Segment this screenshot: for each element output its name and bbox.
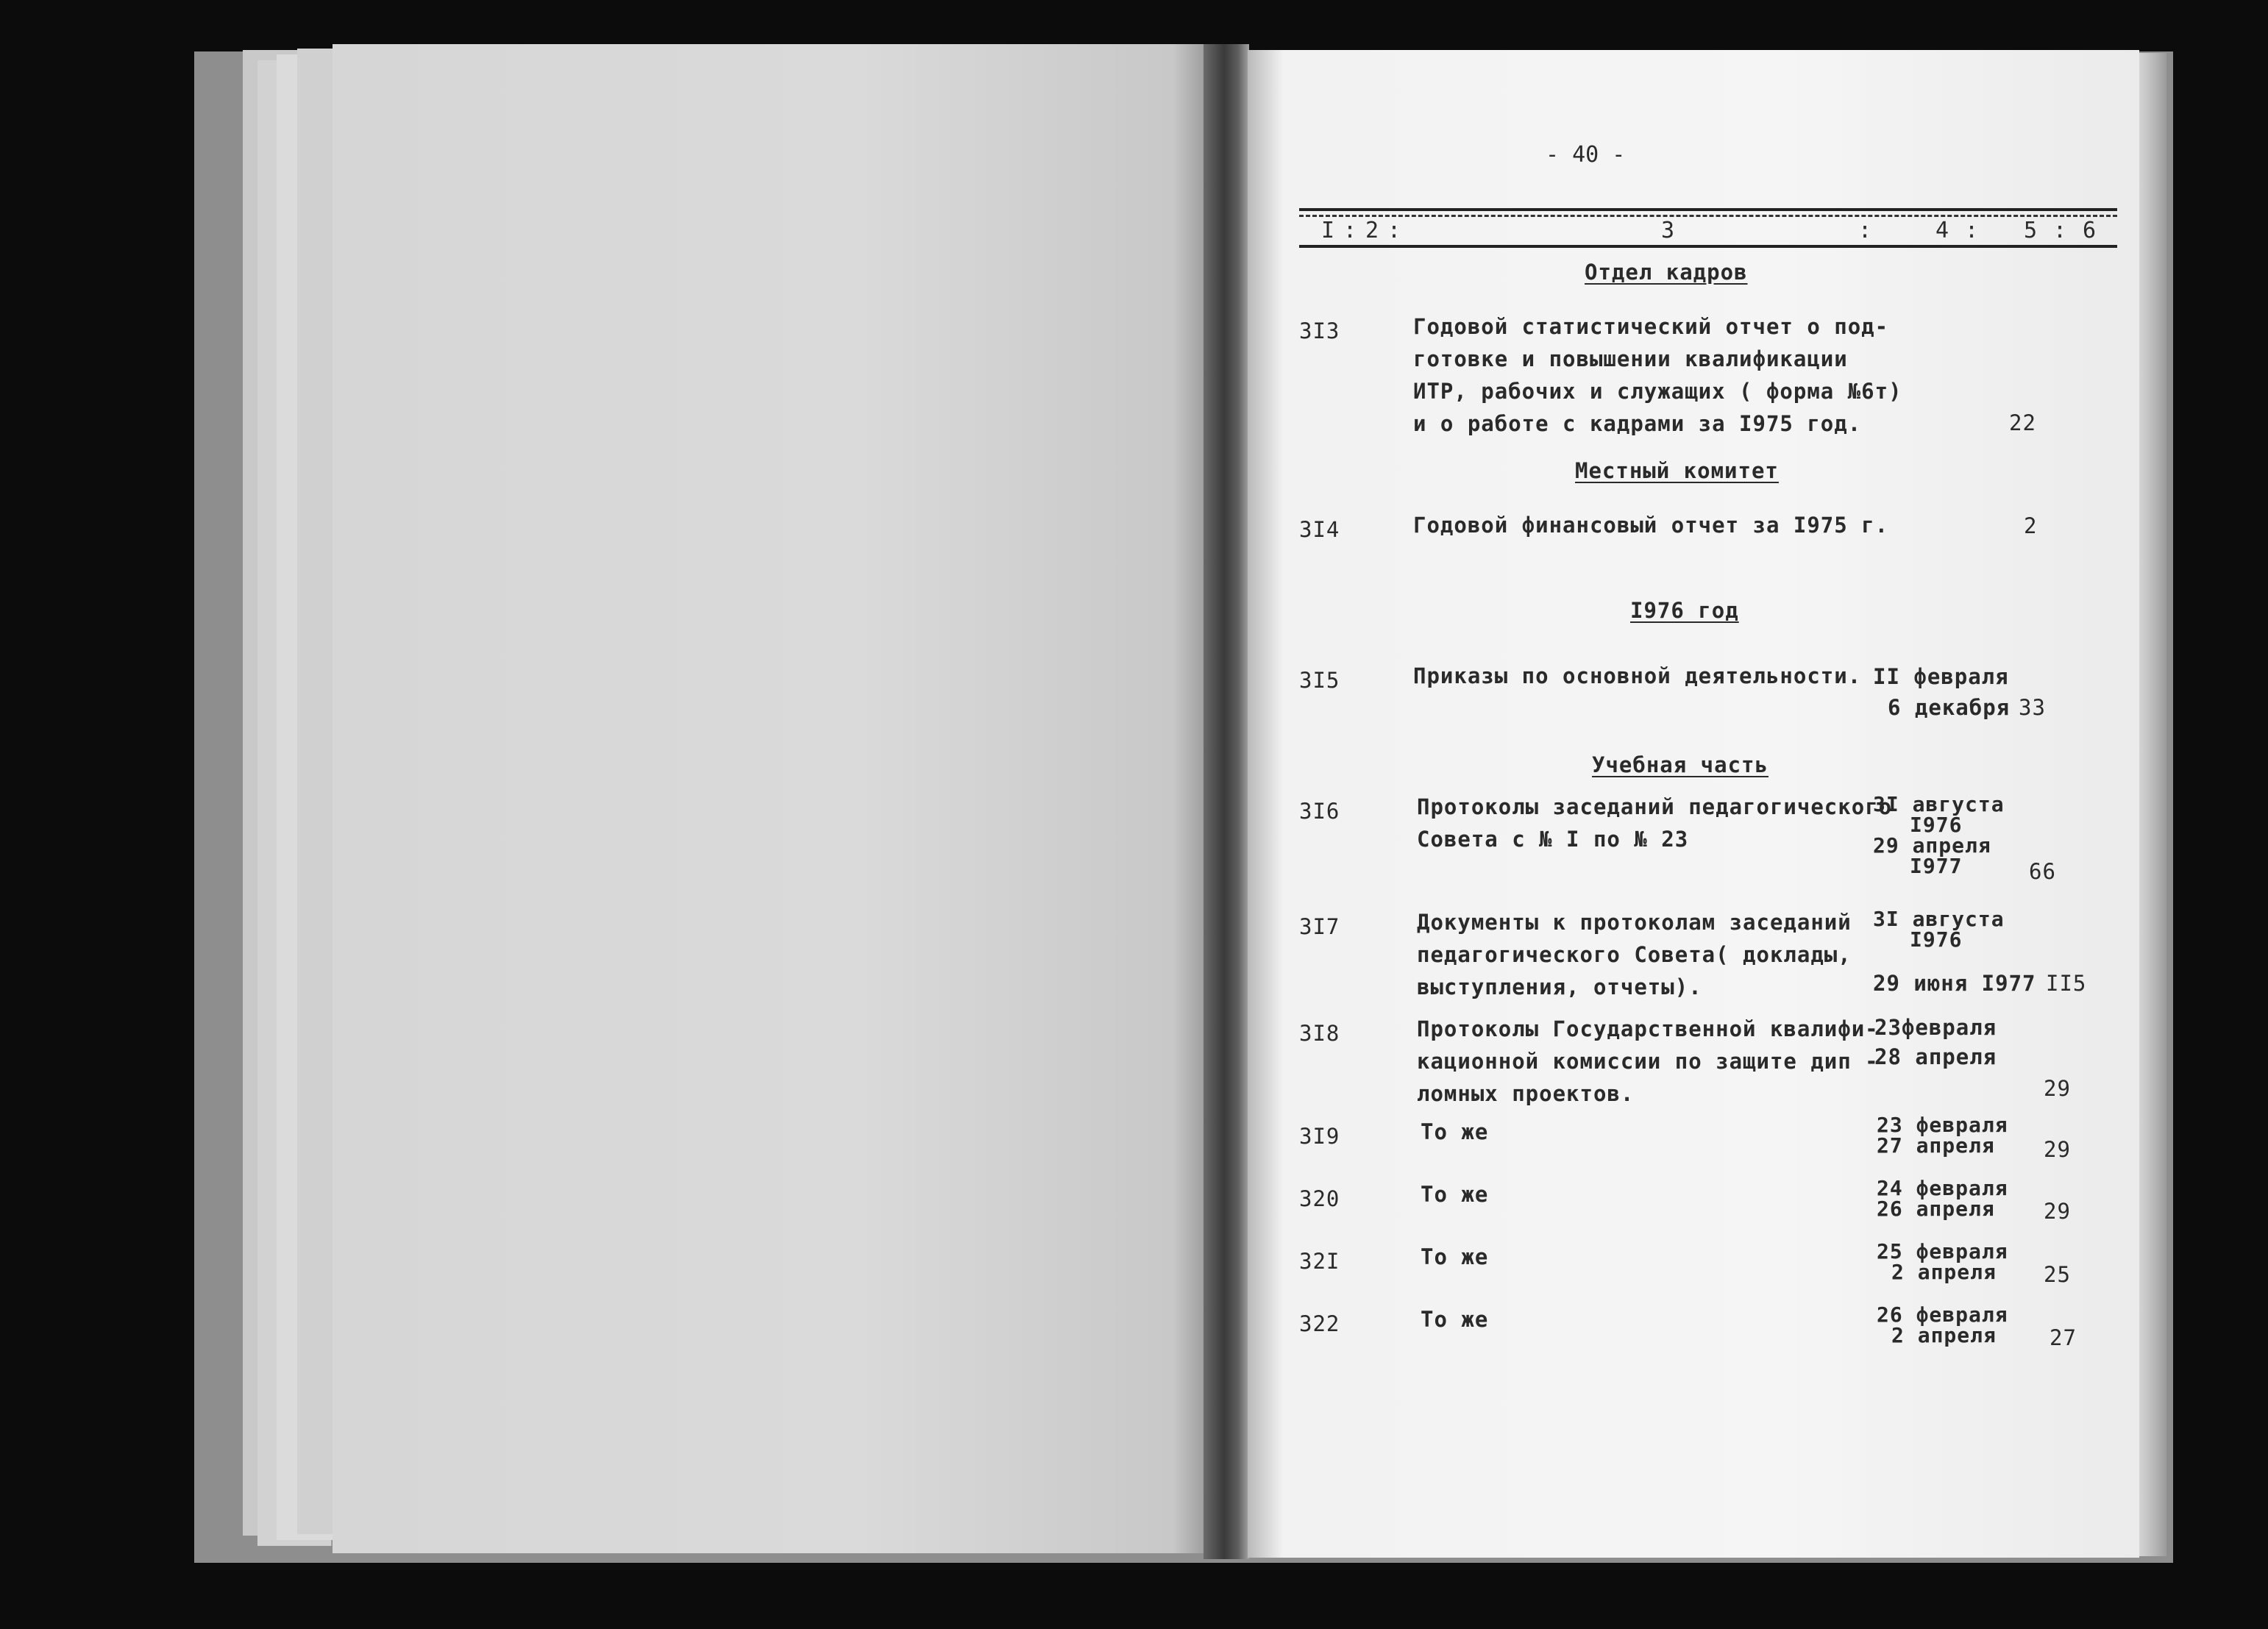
- entry-pages: 27: [2050, 1325, 2077, 1350]
- entry-title: То же: [1421, 1182, 1489, 1207]
- entry-pages: 22: [2009, 410, 2036, 435]
- entry-pages: II5: [2046, 971, 2087, 996]
- entry-pages: 66: [2029, 859, 2056, 884]
- entry-number: 320: [1299, 1186, 1340, 1211]
- entry-number: 3I8: [1299, 1021, 1340, 1046]
- right-page-edges: [2137, 53, 2166, 1556]
- section-heading: Местный комитет: [1575, 458, 1779, 483]
- entry-number: 322: [1299, 1311, 1340, 1336]
- page-number: - 40 -: [1546, 142, 1626, 168]
- entry-dates: 3I августа I976: [1873, 907, 2005, 952]
- header-dotted-rule: [1299, 215, 2117, 217]
- entry-pages: 29: [2044, 1137, 2071, 1162]
- entry-pages: 29: [2044, 1076, 2071, 1101]
- entry-number: 3I3: [1299, 318, 1340, 343]
- entry-number: 3I7: [1299, 914, 1340, 939]
- section-heading: Учебная часть: [1592, 752, 1768, 777]
- entry-date-to: 29 июня I977: [1873, 971, 2036, 996]
- header-bottom-rule: [1299, 245, 2117, 248]
- entry-number: 3I9: [1299, 1124, 1340, 1149]
- right-page: - 40 - I : 2 : 3 : 4 : 5 : 6 Отдел кадров 3I3 Годовой статистический отчет о под- готовке и повышении квалификации ИТР, рабочих и служащих ( форма №6т) и о работе с кадрами за I975 год. 22 Местный комитет 3I4 Годовой финансовый отчет за I975 г. 2 I976 год 3I5 Приказы по основной деятельности. II февраля 6 декабря 33 Учебная часть 3I6 Протоколы заседаний педагогического Совета с № I по № 23 3I августа I976 29 апреля I977 66 3I7 Документы к протоколам заседаний педагогического Совета( доклады, выступления, отчеты). 3I августа I976 29 июня I977 II5 3I8 Протоколы Государственной квалифи- кационной комиссии по защите дип - ломных проектов. 23февраля 28 апреля 29 3I9 То же 23 февраля 27 апреля 29 320 То же 24 февраля 26 апреля 29 32I То же 25 февраля 2 апреля 25 322 То же 26 февраля 2 апреля 27: [1248, 50, 2139, 1558]
- entry-dates: 23 февраля 27 апреля: [1877, 1113, 2008, 1158]
- section-heading: Отдел кадров: [1585, 260, 1748, 285]
- entry-title: То же: [1421, 1119, 1489, 1144]
- entry-title: Документы к протоколам заседаний педагогического Совета( доклады, выступления, отчеты).: [1417, 910, 1852, 999]
- entry-date-to: 6 декабря: [1888, 695, 2011, 720]
- entry-dates: 3I августа I976 29 апреля I977: [1873, 792, 2005, 878]
- entry-title: То же: [1421, 1244, 1489, 1269]
- entry-pages: 29: [2044, 1199, 2071, 1224]
- entry-title: Приказы по основной деятельности.: [1413, 663, 1862, 688]
- entry-pages: 25: [2044, 1262, 2071, 1287]
- entry-dates: 24 февраля 26 апреля: [1877, 1176, 2008, 1221]
- entry-title: То же: [1421, 1307, 1489, 1332]
- entry-date-to: 28 апреля: [1874, 1044, 1997, 1069]
- entry-number: 32I: [1299, 1249, 1340, 1274]
- page-edges-layer: [297, 49, 333, 1534]
- entry-date-from: II февраля: [1873, 664, 2009, 689]
- entry-number: 3I6: [1299, 799, 1340, 824]
- entry-title: Протоколы заседаний педагогического Совета с № I по № 23: [1417, 794, 1893, 852]
- entry-dates: 26 февраля 2 апреля: [1877, 1302, 2008, 1347]
- entry-title: Годовой финансовый отчет за I975 г.: [1413, 513, 1889, 538]
- header-top-rule: [1299, 208, 2117, 211]
- book-gutter: [1204, 44, 1249, 1559]
- entry-date-from: 23февраля: [1874, 1015, 1997, 1040]
- left-page-blank: [333, 44, 1208, 1553]
- entry-dates: 25 февраля 2 апреля: [1877, 1239, 2008, 1284]
- entry-number: 3I4: [1299, 517, 1340, 542]
- entry-title: Протоколы Государственной квалифи- кационной комиссии по защите дип - ломных проектов.: [1417, 1016, 1879, 1106]
- entry-number: 3I5: [1299, 668, 1340, 693]
- year-heading: I976 год: [1630, 598, 1739, 623]
- entry-pages: 33: [2019, 695, 2046, 720]
- entry-pages: 2: [2024, 513, 2038, 538]
- entry-title: Годовой статистический отчет о под- готовке и повышении квалификации ИТР, рабочих и служащих ( форма №6т) и о работе с кадрами за I975 год.: [1413, 314, 1902, 436]
